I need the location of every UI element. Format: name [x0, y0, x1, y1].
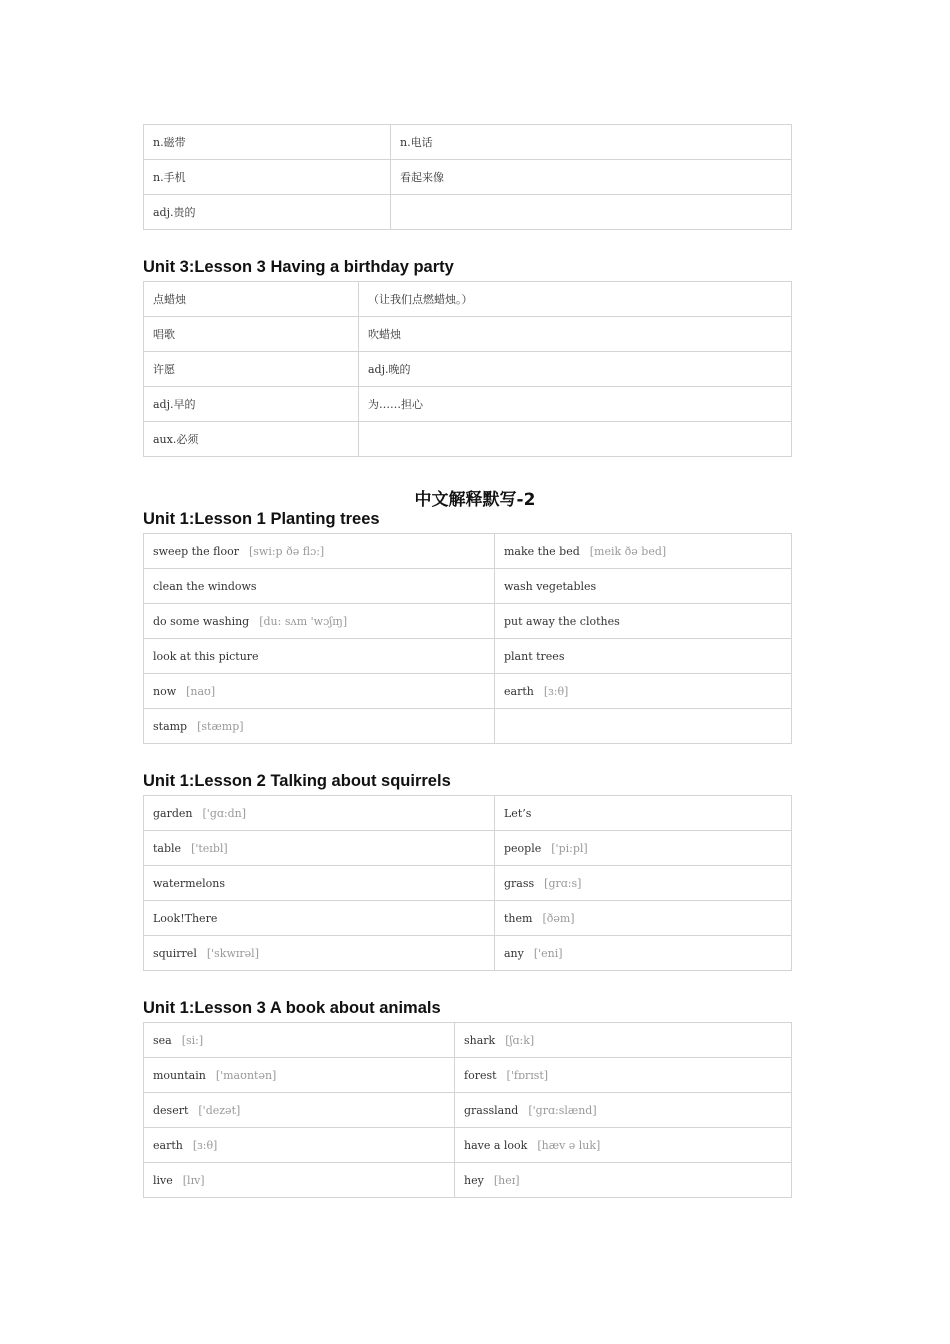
- vocab-word: garden: [153, 806, 193, 820]
- vocab-cell: [495, 936, 792, 971]
- table-row: [144, 709, 792, 744]
- vocab-word: do some washing: [153, 614, 250, 628]
- table-row: [144, 352, 792, 387]
- table-row: [144, 195, 792, 230]
- vocab-word: adj.晚的: [368, 363, 411, 376]
- vocab-cell: [359, 317, 792, 352]
- vocab-word: sweep the floor: [153, 544, 239, 558]
- section-heading-unit1-lesson2: Unit 1:Lesson 2 Talking about squirrels: [143, 772, 451, 790]
- vocab-cell: [144, 674, 495, 709]
- vocab-word: wash vegetables: [504, 579, 597, 593]
- vocab-word: aux.必须: [153, 433, 199, 446]
- vocab-word: stamp: [153, 719, 188, 733]
- table-row: [144, 534, 792, 569]
- table-row: [144, 387, 792, 422]
- vocab-word: forest: [464, 1068, 497, 1082]
- vocab-word: n.电话: [400, 136, 433, 149]
- vocab-cell: [144, 569, 495, 604]
- vocab-cell: [495, 866, 792, 901]
- vocab-word: shark: [464, 1033, 496, 1047]
- vocab-word: now: [153, 684, 177, 698]
- vocab-word: 为……担心: [368, 398, 423, 411]
- vocab-word: adj.贵的: [153, 206, 196, 219]
- vocab-cell: [144, 160, 391, 195]
- vocab-word: adj.早的: [153, 398, 196, 411]
- section-heading-unit1-lesson3: Unit 1:Lesson 3 A book about animals: [143, 999, 441, 1017]
- vocab-word: clean the windows: [153, 579, 257, 593]
- vocab-word: make the bed: [504, 544, 580, 558]
- vocab-word: have a look: [464, 1138, 528, 1152]
- vocab-table-unit1-lesson2: [143, 795, 792, 971]
- vocab-cell: [144, 639, 495, 674]
- vocab-table-unit1-lesson3: [143, 1022, 792, 1198]
- vocab-cell: [495, 604, 792, 639]
- vocab-word: earth: [504, 684, 534, 698]
- vocab-phonetic: [ɜ:θ]: [192, 1138, 218, 1152]
- vocab-table-unit3-lesson3: [143, 281, 792, 457]
- vocab-table-unit-lesson-prev: [143, 124, 792, 230]
- table-row: [144, 1128, 792, 1163]
- vocab-word: 唱歌: [153, 328, 175, 341]
- vocab-word: 吹蜡烛: [368, 328, 401, 341]
- vocab-cell: [495, 674, 792, 709]
- vocab-word: hey: [464, 1173, 484, 1187]
- vocab-cell: [495, 709, 792, 744]
- vocab-cell: [144, 831, 495, 866]
- vocab-cell: [144, 866, 495, 901]
- table-row: [144, 160, 792, 195]
- vocab-phonetic: [heɪ]: [493, 1173, 520, 1187]
- vocab-word: （让我们点燃蜡烛。）: [368, 293, 473, 306]
- vocab-cell: [359, 352, 792, 387]
- vocab-word: earth: [153, 1138, 183, 1152]
- vocab-phonetic: ['grɑ:slænd]: [528, 1103, 597, 1117]
- table-row: [144, 796, 792, 831]
- vocab-phonetic: [ʃɑ:k]: [505, 1033, 535, 1047]
- vocab-word: live: [153, 1173, 173, 1187]
- vocab-cell: [391, 195, 792, 230]
- vocab-word: table: [153, 841, 182, 855]
- vocab-cell: [495, 534, 792, 569]
- table-row: [144, 1093, 792, 1128]
- vocab-cell: [144, 534, 495, 569]
- vocab-cell: [495, 901, 792, 936]
- vocab-phonetic: [grɑ:s]: [544, 876, 582, 890]
- vocab-phonetic: [hæv ə luk]: [537, 1138, 601, 1152]
- vocab-word: plant trees: [504, 649, 565, 663]
- vocab-word: n.磁带: [153, 136, 186, 149]
- vocab-cell: [144, 352, 359, 387]
- vocab-cell: [144, 1163, 455, 1198]
- vocab-word: squirrel: [153, 946, 197, 960]
- vocab-phonetic: [si:]: [181, 1033, 204, 1047]
- vocab-cell: [144, 282, 359, 317]
- section-heading-unit3-lesson3: Unit 3:Lesson 3 Having a birthday party: [143, 258, 454, 276]
- vocab-phonetic: ['fɒrɪst]: [506, 1068, 549, 1082]
- vocab-cell: [144, 1093, 455, 1128]
- vocab-cell: [455, 1058, 792, 1093]
- vocab-word: 看起来像: [400, 171, 444, 184]
- vocab-cell: [144, 317, 359, 352]
- table-row: [144, 639, 792, 674]
- vocab-phonetic: ['skwɪrəl]: [206, 946, 259, 960]
- table-row: [144, 282, 792, 317]
- table-row: [144, 422, 792, 457]
- vocab-word: any: [504, 946, 524, 960]
- vocab-cell: [144, 195, 391, 230]
- vocab-word: mountain: [153, 1068, 206, 1082]
- table-row: [144, 936, 792, 971]
- vocab-cell: [391, 125, 792, 160]
- table-row: [144, 831, 792, 866]
- vocab-phonetic: ['pi:pl]: [551, 841, 588, 855]
- vocab-cell: [359, 282, 792, 317]
- vocab-cell: [144, 1128, 455, 1163]
- vocab-cell: [144, 901, 495, 936]
- table-row: [144, 1058, 792, 1093]
- table-row: [144, 125, 792, 160]
- vocab-phonetic: [ɜ:θ]: [543, 684, 569, 698]
- vocab-word: 点蜡烛: [153, 293, 186, 306]
- table-row: [144, 569, 792, 604]
- vocab-word: n.手机: [153, 171, 186, 184]
- vocab-word: grass: [504, 876, 535, 890]
- vocab-cell: [455, 1128, 792, 1163]
- vocab-cell: [455, 1023, 792, 1058]
- table-row: [144, 317, 792, 352]
- vocab-cell: [144, 709, 495, 744]
- vocab-cell: [144, 1023, 455, 1058]
- vocab-word: look at this picture: [153, 649, 259, 663]
- vocab-word: sea: [153, 1033, 172, 1047]
- vocab-word: put away the clothes: [504, 614, 620, 628]
- vocab-word: grassland: [464, 1103, 519, 1117]
- vocab-word: people: [504, 841, 542, 855]
- vocab-cell: [144, 936, 495, 971]
- vocab-cell: [359, 387, 792, 422]
- table-row: [144, 674, 792, 709]
- vocab-phonetic: ['eni]: [533, 946, 563, 960]
- vocab-word: Let’s: [504, 806, 532, 820]
- vocab-cell: [391, 160, 792, 195]
- table-row: [144, 866, 792, 901]
- section-heading-unit1-lesson1: Unit 1:Lesson 1 Planting trees: [143, 510, 380, 528]
- vocab-phonetic: [naʊ]: [186, 684, 216, 698]
- vocab-cell: [359, 422, 792, 457]
- vocab-word: 许愿: [153, 363, 175, 376]
- table-row: [144, 901, 792, 936]
- vocab-cell: [455, 1163, 792, 1198]
- vocab-phonetic: [du: sʌm 'wɔʃɪŋ]: [259, 614, 348, 628]
- vocab-cell: [495, 796, 792, 831]
- vocab-word: watermelons: [153, 876, 225, 890]
- vocab-cell: [495, 639, 792, 674]
- vocab-phonetic: [meik ðə bed]: [589, 544, 667, 558]
- table-row: [144, 1023, 792, 1058]
- vocab-cell: [495, 569, 792, 604]
- vocab-word: desert: [153, 1103, 189, 1117]
- vocab-phonetic: [lɪv]: [182, 1173, 205, 1187]
- vocab-cell: [144, 422, 359, 457]
- table-row: [144, 1163, 792, 1198]
- table-row: [144, 604, 792, 639]
- vocab-cell: [495, 831, 792, 866]
- vocab-cell: [455, 1093, 792, 1128]
- vocab-cell: [144, 125, 391, 160]
- vocab-phonetic: [stæmp]: [197, 719, 244, 733]
- vocab-phonetic: ['maʊntən]: [215, 1068, 277, 1082]
- vocab-phonetic: ['dezət]: [198, 1103, 241, 1117]
- vocab-phonetic: ['gɑ:dn]: [202, 806, 247, 820]
- vocab-cell: [144, 387, 359, 422]
- vocab-table-unit1-lesson1: [143, 533, 792, 744]
- vocab-cell: [144, 796, 495, 831]
- vocab-phonetic: [swi:p ðə flɔ:]: [248, 544, 325, 558]
- section-title: 中文解释默写-2: [414, 490, 536, 510]
- vocab-phonetic: ['teɪbl]: [191, 841, 228, 855]
- vocab-word: Look!There: [153, 911, 218, 925]
- vocab-phonetic: [ðəm]: [542, 911, 575, 925]
- vocab-cell: [144, 604, 495, 639]
- vocab-word: them: [504, 911, 533, 925]
- vocab-cell: [144, 1058, 455, 1093]
